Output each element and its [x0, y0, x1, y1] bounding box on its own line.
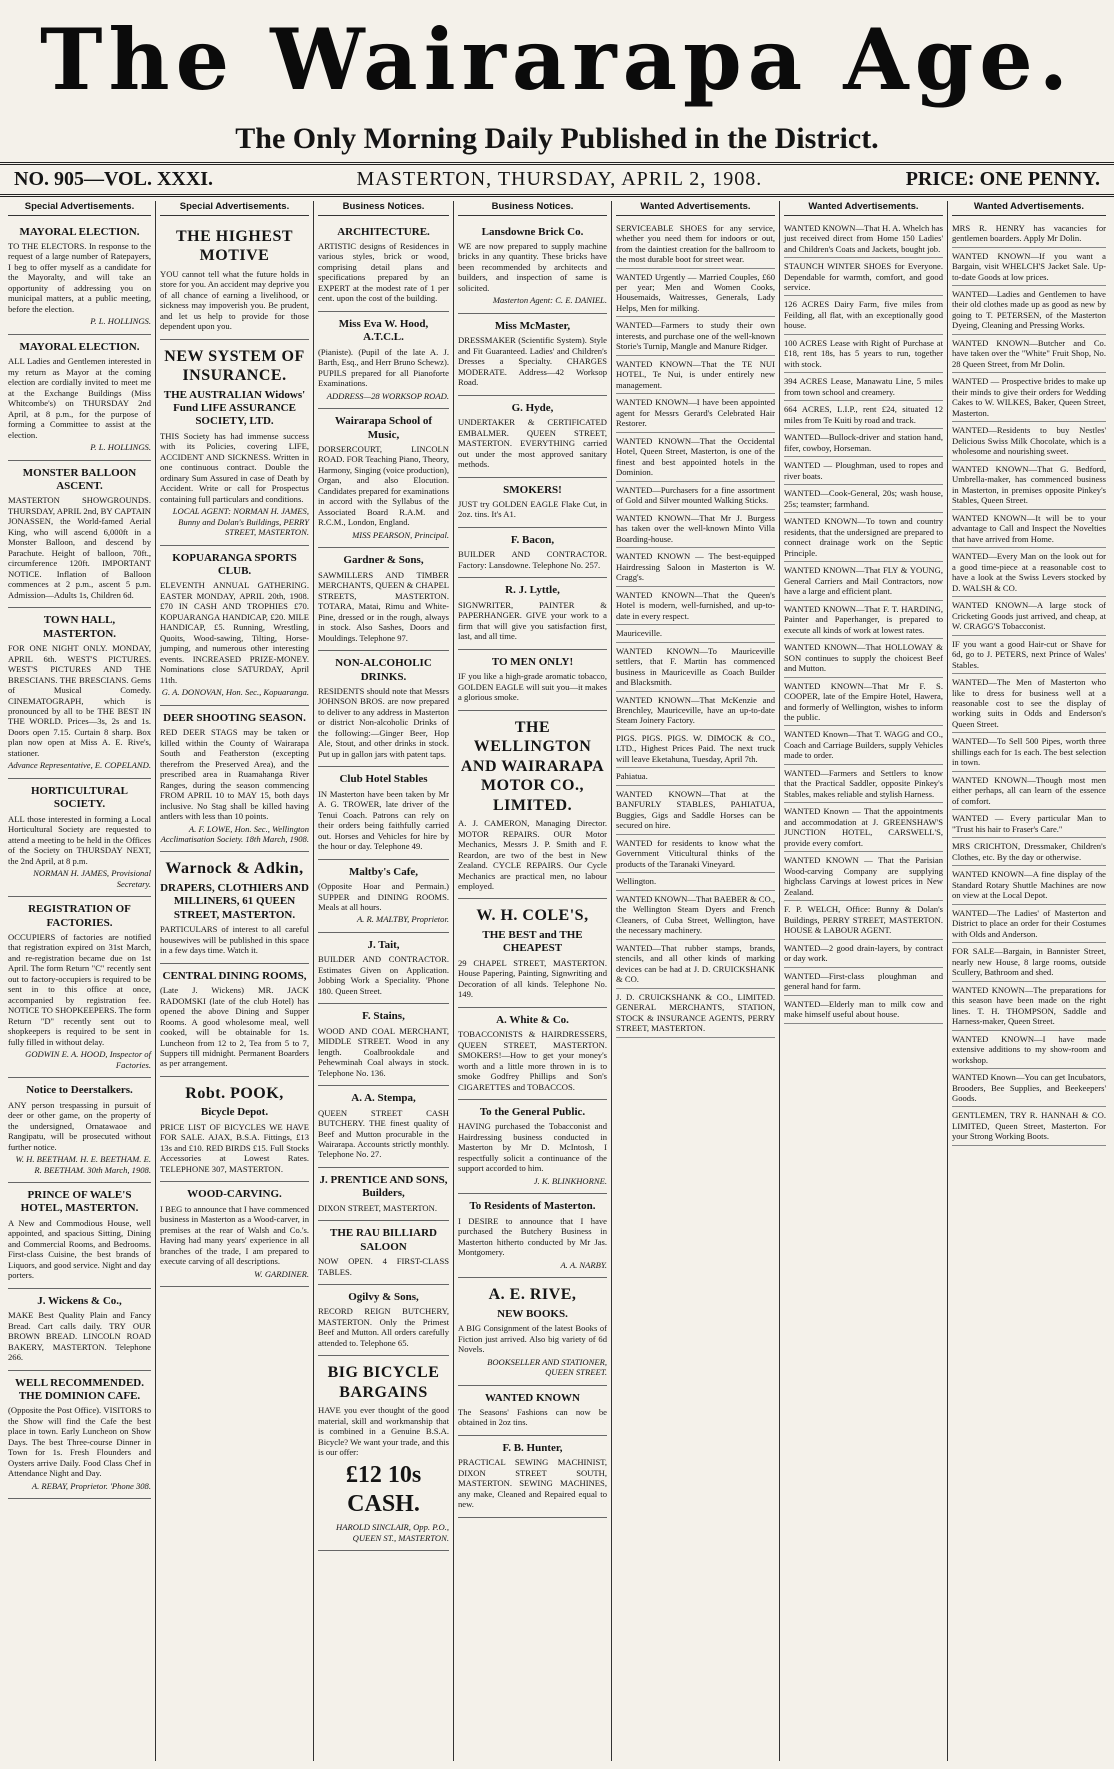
wanted-ad: F. P. WELCH, Office: Bunny & Dolan's Buildings, PERRY STREET, MASTERTON. HOUSE & LABOUR AGENT. [784, 901, 943, 939]
ad-signature: J. K. BLINKHORNE. [533, 1175, 607, 1186]
advertisement [8, 608, 151, 779]
advertisement [8, 779, 151, 897]
wanted-ad: WANTED—Elderly man to milk cow and make himself useful about house. [784, 996, 943, 1024]
advertisement [318, 767, 449, 859]
advertisement [318, 860, 449, 933]
masthead-title: The Wairarapa Age. [39, 10, 1074, 109]
ad-body: ANY person trespassing in pursuit of deer or other game, on the property of the undersigned, Ornatawaoe and Rangipatu, will be prosecuted without further notice. [8, 1099, 151, 1152]
column-header: Special Advertisements. [160, 201, 309, 216]
ad-body: ALL those interested in forming a Local Horticultural Society are requested to attend a meeting to be held in the Offices of the Society on THURSDAY NEXT, the 2nd April, at 8 p.m. [8, 813, 151, 866]
ad-title: To the General Public. [479, 1106, 586, 1119]
ad-body: WE are now prepared to supply machine bricks in any quantity. These bricks have been recommended by architects and builders, and inspection of same is solicited. [458, 240, 607, 293]
wanted-ad: WANTED—To Sell 500 Pipes, worth three shillings each for 1s each. The best selection in town. [952, 733, 1106, 771]
column-4 [454, 201, 612, 1761]
ad-body: (Opposite Hoar and Permain.) SUPPER and DINING ROOMS. Meals at all hours. [318, 881, 449, 912]
wanted-ad: 394 ACRES Lease, Manawatu Line, 5 miles from town school and creamery. [784, 373, 943, 401]
ad-title: TO MEN ONLY! [491, 655, 574, 668]
ad-signature: G. A. DONOVAN, Hon. Sec., Kopuaranga. [161, 687, 309, 698]
wanted-ad: IF you want a good Hair-cut or Shave for 6d, go to J. PETERS, next Prince of Wales' Stables. [952, 636, 1106, 674]
ad-title: R. J. Lyttle, [505, 584, 560, 597]
advertisement [8, 1289, 151, 1371]
ad-price: £12 10s CASH. [345, 1461, 422, 1518]
wanted-ad: WANTED KNOWN—I have been appointed agent for Messrs Gerard's Celebrated Hair Restorer. [616, 394, 775, 432]
ad-title: A. A. Stempa, [351, 1092, 416, 1105]
ad-body: (Pianiste). (Pupil of the late A. J. Barth, Esq., and Herr Bruno Schewz). PUPILS prepared for all Pianoforte Examinations. [318, 346, 449, 389]
advertisement [160, 1077, 309, 1182]
advertisement [318, 933, 449, 1004]
ad-title: WOOD-CARVING. [187, 1188, 282, 1201]
ad-body: MASTERTON SHOWGROUNDS. THURSDAY, APRIL 2nd, BY CAPTAIN JONASSEN, the World-famed Aerial King, who will ascend 6,000ft in a Monster Balloon, and descend by Parachute. Height of balloon, 70ft., circumference 120ft. IMPORTANT NOTICE. Inflation of Balloon commences at 2 p.m., ascent 5 p.m. Admission—Adults 1s, Children 6d. [8, 495, 151, 600]
wanted-ad: WANTED KNOWN—That FLY & YOUNG, General Carriers and Mail Contractors, now have a large and efficient plant. [784, 562, 943, 600]
ad-body: 29 CHAPEL STREET, MASTERTON. House Papering, Painting, Signwriting and Decoration of all kinds. Telephone No. 149. [458, 957, 607, 1000]
ad-signature: MISS PEARSON, Principal. [352, 529, 449, 540]
ad-headline: BIG BICYCLE BARGAINS [327, 1364, 440, 1401]
ad-title: PRINCE OF WALE'S HOTEL, MASTERTON. [20, 1189, 139, 1215]
ad-signature: A. R. MALTBY, Proprietor. [356, 914, 449, 925]
ad-body: IN Masterton have been taken by Mr A. G. TROWER, late driver of the Tenui Coach. Patrons can rely on their orders being faithfully carried out. Horses and Vehicles for hire by the hour or day. Telephone 49. [318, 788, 449, 852]
ad-title: Gardner & Sons, [343, 554, 424, 567]
column-3 [314, 201, 454, 1761]
ad-body: I BEG to announce that I have commenced business in Masterton as a Wood-carver, in premises at the rear of Walsh and Co.'s. Having had many years' experience in all branches of the trade, I am prepared to execute carving of all descriptions. [160, 1203, 309, 1267]
ad-title: DEER SHOOTING SEASON. [163, 711, 306, 724]
ad-body: OCCUPIERS of factories are notified that registration expired on 31st March, and re-registration became due on 1st April. The form Return "C" recently sent out to factory-occupiers is required to be sent in to this office at once, accompanied by registration fee. NOTICE TO SHOPKEEPERS. The form Return "D" recently sent out to shopkeepers is required to be sent in fully filled in without delay. [8, 931, 151, 1047]
ad-body: RESIDENTS should note that Messrs JOHNSON BROS. are now prepared to deliver to any address in Masterton or district Non-alcoholic Drinks of the following:—Ginger Beer, Hop Ale, Stout, and other drinks in stock. Put up in gallon jars with patent taps. [318, 685, 449, 759]
advertisement [8, 897, 151, 1078]
advertisement [160, 852, 309, 963]
ad-title: TOWN HALL, MASTERTON. [42, 614, 117, 640]
ad-title: G. Hyde, [511, 401, 554, 414]
advertisement [458, 1386, 607, 1436]
ad-signature: A. F. LOWE, Hon. Sec., Wellington Acclimatisation Society. 18th March, 1908. [160, 823, 309, 844]
ad-body: DIXON STREET, MASTERTON. [318, 1202, 437, 1213]
ad-title: WANTED KNOWN [484, 1391, 581, 1404]
wanted-ad: WANTED KNOWN—That G. Bedford, Umbrella-maker, has commenced business in Masterton, in premises opposite Pinkey's Stables, Queen Street. [952, 461, 1106, 510]
ad-body: THIS Society has had immense success with its Policies, covering LIFE, ACCIDENT AND SICKNESS. Written in one continuous contract. Double the ordinary Sum Assured in case of Death by Accident. Write or call for Prospectus containing full particulars and conditions. [160, 430, 309, 504]
masthead [0, 0, 1114, 120]
advertisement [8, 1078, 151, 1183]
ad-title: MAYORAL ELECTION. [19, 225, 140, 238]
advertisement [8, 220, 151, 335]
ad-body: RECORD REIGN BUTCHERY, MASTERTON. Only the Primest Beef and Mutton. All orders carefully attended to. Telephone 65. [318, 1306, 449, 1348]
ad-title: KOPUARANGA SPORTS CLUB. [172, 551, 297, 578]
issue-number: NO. 905—VOL. XXXI. [14, 168, 214, 190]
wanted-ad: WANTED KNOWN—That Mr F. S. COOPER, late of the Empire Hotel, Hawera, and formerly of Wellington, wishes to inform the public. [784, 678, 943, 727]
ad-title: DRAPERS, CLOTHIERS AND MILLINERS, 61 QUEEN STREET, MASTERTON. [160, 882, 309, 921]
ad-title: NON-ALCOHOLIC DRINKS. [335, 657, 432, 683]
wanted-ad: WANTED—Farmers to study their own interests, and purchase one of the well-known Storie's Turnip, Mangle and Manure Ridger. [616, 317, 775, 355]
advertisement [458, 528, 607, 578]
advertisement [318, 1285, 449, 1356]
ad-headline: THE WELLINGTON AND WAIRARAPA MOTOR CO., LIMITED. [460, 718, 605, 814]
dateline: MASTERTON, THURSDAY, APRIL 2, 1908. [356, 168, 763, 190]
ad-body: JUST try GOLDEN EAGLE Flake Cut, in 2oz. tins. It's A1. [458, 498, 607, 520]
advertisement [458, 1278, 607, 1385]
wanted-ad: Mauriceville. [616, 625, 775, 642]
wanted-ad: WANTED KNOWN—That at the BANFURLY STABLES, PAHIATUA, Buggies, Gigs and Saddle Horses can be secured on hire. [616, 786, 775, 835]
advertisement [160, 964, 309, 1077]
ad-body: IF you like a high-grade aromatic tobacco, GOLDEN EAGLE will suit you—it makes a glorious smoke. [458, 671, 607, 703]
ad-body: A New and Commodious House, well appointed, and spacious Sitting, Dining and Commercial Rooms, and Bedrooms. First-class Cuisine, the best brands of Liquors, and good service. Night and day porters. [8, 1217, 151, 1281]
ad-title: To Residents of Masterton. [469, 1200, 596, 1213]
ad-title: THE AUSTRALIAN Widows' Fund LIFE ASSURANCE SOCIETY, LTD. [163, 388, 306, 428]
ad-body: DRESSMAKER (Scientific System). Style and Fit Guaranteed. Ladies' and Children's Dresses a Specialty. CHARGES MODERATE. Address—42 Worksop Road. [458, 335, 607, 388]
ad-signature: Masterton Agent: C. E. DANIEL. [492, 295, 607, 306]
ad-body: ALL Ladies and Gentlemen interested in my return as Mayor at the coming election are cordially invited to meet me at the Exchange Buildings (Miss Whitcombe's) on THURSDAY 2nd April, at 8 p.m., for the purpose of forming a Committee to assist at the election. [8, 356, 151, 440]
advertisement [458, 899, 607, 1007]
advertisement [458, 711, 607, 900]
ad-title: MAYORAL ELECTION. [19, 340, 140, 353]
wanted-ad: 126 ACRES Dairy Farm, five miles from Feilding, all flat, with an exceptionally good house. [784, 296, 943, 334]
ad-body: PRICE LIST OF BICYCLES WE HAVE FOR SALE. AJAX, B.S.A. Fittings, £13 13s and £10. RED BIRDS £15. Full Stocks Accessories at Lowest Rates. TELEPHONE 307, MASTERTON. [160, 1121, 309, 1174]
wanted-ad: WANTED KNOWN—To town and country residents, that the undersigned are prepared to connect drainage work on the Septic Principle. [784, 513, 943, 562]
ad-title: REGISTRATION OF FACTORIES. [28, 903, 131, 929]
ad-body: PRACTICAL SEWING MACHINIST, DIXON STREET SOUTH, MASTERTON. SEWING MACHINES, any make, Cleaned and Repaired equal to new. [458, 1457, 607, 1510]
wanted-ad: WANTED KNOWN—That the Occidental Hotel, Queen Street, Masterton, is one of the finest and best appointed hotels in the Dominion. [616, 433, 775, 482]
wanted-ad: WANTED for residents to know what the Government Viticultural thinks of the products of the Taranaki Vineyard. [616, 835, 775, 873]
advertisement [318, 1221, 449, 1285]
ad-body: TOBACCONISTS & HAIRDRESSERS, QUEEN STREET, MASTERTON. SMOKERS!—How to get your money's worth and a little more thrown in is to smoke Godfrey Phillips and Son's CIGARETTES and TOBACCOS. [458, 1029, 607, 1092]
wanted-ad: WANTED—Farmers and Settlers to know that the Practical Saddler, opposite Pinkey's Stables, makes reliable and stylish Harness. [784, 765, 943, 803]
wanted-ad: WANTED Known—You can get Incubators, Brooders, Bee Supplies, and Beekeepers' Goods. [952, 1069, 1106, 1107]
ad-title: Wairarapa School of Music, [334, 415, 433, 441]
ad-title: A. White & Co. [496, 1013, 569, 1026]
ad-title: Miss Eva W. Hood, A.T.C.L. [338, 317, 429, 344]
ad-signature: W. H. BEETHAM. H. E. BEETHAM. E. R. BEETHAM. 30th March, 1908. [15, 1154, 151, 1175]
ad-headline: THE HIGHEST MOTIVE [175, 227, 294, 265]
wanted-ad: WANTED—Every Man on the look out for a good time-piece at a reasonable cost to have a look at the Swiss Levers stocked by D. WALSH & CO. [952, 548, 1106, 597]
column-1 [4, 201, 156, 1761]
ad-signature: NORMAN H. JAMES, Provisional Secretary. [33, 868, 151, 889]
advertisement [160, 546, 309, 706]
advertisement [458, 1100, 607, 1194]
column-header: Wanted Advertisements. [784, 201, 943, 216]
wanted-ad: WANTED KNOWN—I have made extensive additions to my show-room and workshop. [952, 1031, 1106, 1069]
ad-body: ELEVENTH ANNUAL GATHERING. EASTER MONDAY, APRIL 20th, 1908. £70 IN CASH AND TROPHIES £70. KOPUARANGA HANDICAP, £20. MILE HANDICAP, £5. Running, Wrestling, Quoits, Wood-sawing, Tilting, Horse-jumping, and numerous other interesting events. INCREASED PRIZE-MONEY. Nominations close SATURDAY, April 11th. [160, 580, 309, 685]
ad-title: F. Stains, [362, 1010, 405, 1023]
wanted-ad: WANTED KNOWN—That H. A. Whelch has just received direct from Home 150 Ladies' and Children's Coats and Jackets, bought job. [784, 220, 943, 258]
ad-title: CENTRAL DINING ROOMS, [162, 969, 307, 982]
ad-title: NEW BOOKS. [497, 1307, 568, 1320]
advertisement [8, 335, 151, 461]
wanted-ad: Pahiatua. [616, 768, 775, 785]
advertisement [318, 1168, 449, 1221]
advertisement [318, 1004, 449, 1086]
wanted-ad: WANTED KNOWN—That F. T. HARDING, Painter and Paperhanger, is prepared to execute all kinds of work at lowest rates. [784, 601, 943, 639]
column-header: Business Notices. [458, 201, 607, 216]
advertisement [458, 314, 607, 396]
ad-signature: LOCAL AGENT: NORMAN H. JAMES, Bunny and Dolan's Buildings, PERRY STREET, MASTERTON. [172, 506, 309, 538]
wanted-ad: WANTED KNOWN—That McKenzie and Brenchley, Mauriceville, have an up-to-date Steam Joinery Factory. [616, 692, 775, 730]
wanted-ad: WANTED—Ladies and Gentlemen to have their old clothes made up as good as new by going to T. PETERSEN, of the Masterton Dyeing, Cleaning and Pressing Works. [952, 286, 1106, 335]
ad-title: Maltby's Cafe, [348, 865, 419, 878]
wanted-ad: WANTED KNOWN—It will be to your advantage to Call and Inspect the Novelties that have arrived from Home. [952, 510, 1106, 548]
wanted-ad: WANTED KNOWN — That the Parisian Wood-carving Company are supplying highclass Carvings at lowest prices in New Zealand. [784, 852, 943, 901]
advertisement [458, 1194, 607, 1278]
wanted-ad: WANTED — Ploughman, used to ropes and river boats. [784, 457, 943, 485]
wanted-ad: WANTED—First-class ploughman and general hand for farm. [784, 968, 943, 996]
wanted-ad: WANTED—The Men of Masterton who like to dress for business well at a reasonable cost to see the display of working suits in Odds and Enderson's Queen Street. [952, 674, 1106, 733]
ad-signature: A. REBAY, Proprietor. 'Phone 308. [31, 1480, 151, 1491]
wanted-ad: WANTED KNOWN—A large stock of Cricketing Goods just arrived, and cheap, at W. CRAGG'S Tobacconist. [952, 597, 1106, 635]
advertisement [160, 220, 309, 340]
wanted-ad: GENTLEMEN, TRY R. HANNAH & CO. LIMITED, Queen Street, Masterton. For your Strong Working Boots. [952, 1107, 1106, 1145]
wanted-ad: STAUNCH WINTER SHOES for Everyone. Dependable for warmth, comfort, and good service. [784, 258, 943, 296]
ad-body: YOU cannot tell what the future holds in store for you. An accident may deprive you of all chance of earning a livelihood, or sickness may impoverish you. Be prudent, and let us help to provide for those dependent upon you. [160, 268, 309, 332]
column-7 [948, 201, 1110, 1761]
wanted-ad: WANTED KNOWN — The best-equipped Hairdressing Saloon in Masterton is W. Cragg's. [616, 548, 775, 586]
ad-title: ARCHITECTURE. [337, 225, 430, 238]
wanted-ad: WANTED—Purchasers for a fine assortment of Gold and Silver mounted Walking Sticks. [616, 482, 775, 510]
ad-title: Ogilvy & Sons, [348, 1291, 419, 1304]
wanted-ad: WANTED KNOWN—Though most men either perhaps, all can learn of the essence of comfort. [952, 772, 1106, 810]
advertisement [318, 548, 449, 651]
ad-signature: W. GARDINER. [254, 1268, 309, 1279]
wanted-ad: Wellington. [616, 873, 775, 890]
ad-body: FOR ONE NIGHT ONLY. MONDAY, APRIL 6th. WEST'S PICTURES. WEST'S PICTURES AND THE BRESCIANS. THE BRESCIANS. Gems of Musical Comedy. CINEMATOGRAPH, which is pronounced by all to be THE BEST IN THE WORLD. Prices—3s, 2s and 1s. Doors open 7.15. Curtain 8 sharp. Box plan now open at Miss A. E. Rive's, stationer. [8, 643, 151, 758]
wanted-ad: 100 ACRES Lease with Right of Purchase at £18, rent 18s, has 5 years to run, together with stock. [784, 335, 943, 373]
advertisement [458, 578, 607, 649]
ad-title: Miss McMaster, [494, 319, 571, 332]
wanted-ad: PIGS. PIGS. PIGS. W. DIMOCK & CO., LTD., Highest Prices Paid. The next truck will leave Eketahuna, Tuesday, April 7th. [616, 730, 775, 768]
wanted-ad: WANTED — Prospective brides to make up their minds to give their orders for Wedding Cakes to W. WILKES, Baker, Queen Street, Masterton. [952, 373, 1106, 422]
ad-title: Notice to Deerstalkers. [26, 1084, 133, 1097]
column-header: Special Advertisements. [8, 201, 151, 216]
ad-signature: GODWIN E. A. HOOD, Inspector of Factories. [25, 1049, 151, 1070]
ad-signature: BOOKSELLER AND STATIONER, QUEEN STREET. [487, 1356, 607, 1378]
ad-headline: W. H. COLE'S, [476, 907, 589, 925]
wanted-ad: WANTED Urgently — Married Couples, £60 per year; Men and Women Cooks, Housemaids, Waitresses, Generals, Lady Helps, Men for milking. [616, 269, 775, 318]
ad-title: J. PRENTICE AND SONS, Builders, [319, 1173, 448, 1200]
ad-title: SMOKERS! [503, 483, 562, 496]
ad-body: DORSERCOURT, LINCOLN ROAD. FOR Teaching Piano, Theory, Harmony, Singing (voice production), Organ, and also Elocution. Candidates prepared for examinations in accord with the Syllabus of the Associated Board R.A.M. and R.C.M., London, England. [318, 443, 449, 528]
ad-signature: ADDRESS—28 WORKSOP ROAD. [326, 390, 449, 401]
wanted-ad: WANTED — Every particular Man to "Trust his hair to Fraser's Care." [952, 810, 1106, 838]
ad-title: Bicycle Depot. [200, 1106, 269, 1119]
column-header: Wanted Advertisements. [952, 201, 1106, 216]
ad-title: J. Wickens & Co., [37, 1294, 122, 1307]
advertisement [458, 396, 607, 478]
ad-title: WELL RECOMMENDED. THE DOMINION CAFE. [15, 1376, 144, 1402]
ad-body: NOW OPEN. 4 FIRST-CLASS TABLES. [318, 1256, 449, 1277]
ad-body: PARTICULARS of interest to all careful housewives will be published in this space in a few days time. Watch it. [160, 924, 309, 956]
ad-body: SIGNWRITER, PAINTER & PAPERHANGER. GIVE your work to a firm that will give you satisfaction first, last, and all time. [458, 599, 607, 642]
advertisement [8, 1183, 151, 1289]
ad-title: Club Hotel Stables [339, 773, 428, 786]
ad-body: MAKE Best Quality Plain and Fancy Bread. Cart calls daily. TRY OUR BROWN BREAD. LINCOLN ROAD BAKERY, MASTERTON. Telephone 266. [8, 1310, 151, 1363]
ad-body: I DESIRE to announce that I have purchased the Butchery Business in Masterton hitherto conducted by Mr Jas. Montgomery. [458, 1215, 607, 1258]
ad-body: QUEEN STREET CASH BUTCHERY. THE finest quality of Beef and Mutton procurable in the Wairarapa. Accounts strictly monthly. Telephone No. 27. [318, 1107, 449, 1160]
wanted-ad: WANTED KNOWN—That BAEBER & CO., the Wellington Steam Dyers and French Cleaners, of Cuba Street, Wellington, have the necessary machinery. [616, 891, 775, 940]
advertisement [318, 1086, 449, 1168]
advertisement [458, 650, 607, 711]
wanted-ad: WANTED KNOWN—If you want a Bargain, visit WHELCH'S Jacket Sale. Up-to-date Goods at low prices. [952, 248, 1106, 286]
ad-body: The Seasons' Fashions can now be obtained in 2oz tins. [458, 1406, 607, 1428]
dateline-bar [0, 162, 1114, 197]
ad-body: SAWMILLERS AND TIMBER MERCHANTS, QUEEN & CHAPEL STREETS, MASTERTON. TOTARA, Matai, Rimu and White-Pine, dressed or in the rough, always in stock. Also Sashes, Doors and Mouldings. Telephone 97. [318, 569, 449, 643]
wanted-ad: WANTED KNOWN—A fine display of the Standard Rotary Shuttle Machines are now on view at the Local Depot. [952, 866, 1106, 904]
ad-body: RED DEER STAGS may be taken or killed within the County of Wairarapa South and Featherston (excepting therefrom the Preserved Area), and the prescribed area in Ruamahanga River Ranges, during the season commencing FROM APRIL 10 to MAY 15, both days inclusive. No Stag shall be killed having antlers with less than 10 points. [160, 727, 309, 822]
ad-body: WOOD AND COAL MERCHANT, MIDDLE STREET. Wood in any length. Coalbrookdale and Pehewminah Coal always in stock. Telephone No. 136. [318, 1025, 449, 1078]
wanted-ad: WANTED Known — That the appointments and accommodation at J. GREENSHAW'S JUNCTION HOTEL, CARSWELL'S, provide every comfort. [784, 803, 943, 852]
wanted-ad: WANTED—Residents to buy Nestles' Delicious Swiss Milk Chocolate, which is a wholesome and nourishing sweet. [952, 422, 1106, 460]
advertisement [318, 651, 449, 767]
column-6 [780, 201, 948, 1761]
ad-title: J. Tait, [367, 938, 400, 951]
ad-headline: Warnock & Adkin, [165, 860, 304, 878]
ad-headline: NEW SYSTEM OF INSURANCE. [164, 347, 305, 385]
ad-signature: P. L. HOLLINGS. [90, 316, 151, 327]
masthead-tagline: The Only Morning Daily Published in the District. [235, 122, 879, 155]
ad-body: BUILDER AND CONTRACTOR. Estimates Given on Application. Jobbing Work a Speciality. 'Phone 180. Queen Street. [318, 954, 449, 996]
advertisement [8, 1371, 151, 1500]
advertisement [318, 312, 449, 409]
ad-title: F. Bacon, [510, 533, 555, 546]
ad-body: (Opposite the Post Office). VISITORS to the Show will find the Cafe the best place in town. Early Luncheon on Show Days. The best Three-course Dinner in Town for 1s. Fresh Flounders and Oysters arrive Daily. Food Class Chef in Attendance Night and Day. [8, 1405, 151, 1479]
wanted-ad: MRS R. HENRY has vacancies for gentlemen boarders. Apply Mr Dolin. [952, 220, 1106, 248]
wanted-ad: FOR SALE—Bargain, in Bannister Street, nearly new House, 8 large rooms, outside Scullery, Bathroom and shed. [952, 943, 1106, 981]
advertisement [160, 340, 309, 546]
ad-headline: Robt. POOK, [185, 1084, 284, 1102]
ad-signature: P. L. HOLLINGS. [90, 442, 151, 453]
ad-body: BUILDER AND CONTRACTOR. Factory: Lansdowne. Telephone No. 257. [458, 549, 607, 570]
advertisement [318, 1356, 449, 1551]
ad-body: TO THE ELECTORS. In response to the request of a large number of Ratepayers, I beg to offer myself as a candidate for the Mayoralty, and will take an opportunity of addressing you on municipal matters, at a public meeting, before the election. [8, 240, 151, 314]
wanted-ad: WANTED Known—That T. WAGG and CO., Coach and Carriage Builders, supply Vehicles made to order. [784, 726, 943, 764]
ad-body: (Late J. Wickens) MR. JACK RADOMSKI (late of the club Hotel) has opened the above Dining and Supper Rooms. A good wholesome meal, well cooked, will be obtainable for 1s. Luncheon from 12 to 2, Tea from 5 to 7, Suppers till midnight. Permanent Boarders as per arrangement. [160, 985, 309, 1069]
columns-area [0, 197, 1114, 1761]
ad-body: HAVE you ever thought of the good material, skill and workmanship that is combined in a Genuine B.S.A. Bicycle? We want your trade, and this is our offer: [318, 1405, 449, 1458]
advertisement [458, 1436, 607, 1518]
ad-title: HORTICULTURAL SOCIETY. [30, 784, 128, 811]
advertisement [458, 1008, 607, 1100]
wanted-ad: WANTED—Cook-General, 20s; wash house, 25s; teamster; farmhand. [784, 485, 943, 513]
ad-body: A BIG Consignment of the latest Books of Fiction just arrived. Also big variety of 6d Novels. [458, 1323, 607, 1355]
advertisement [8, 461, 151, 609]
wanted-ad: WANTED KNOWN—That Mr J. Burgess has taken over the well-known Minto Villa Boarding-house. [616, 510, 775, 548]
advertisement [458, 478, 607, 528]
wanted-ad: WANTED—Bullock-driver and station hand, fifer, cowboy, Horseman. [784, 429, 943, 457]
ad-signature: A. A. NARBY. [560, 1259, 607, 1270]
ad-title: Lansdowne Brick Co. [481, 225, 584, 238]
ad-title: MONSTER BALLOON ASCENT. [22, 466, 137, 493]
ad-signature: HAROLD SINCLAIR, Opp. P.O., QUEEN ST., MASTERTON. [336, 1522, 449, 1543]
wanted-ad: WANTED KNOWN—That HOLLOWAY & SON continues to supply the choicest Beef and Mutton. [784, 639, 943, 677]
wanted-ad: WANTED—The Ladies' of Masterton and District to place an order for their Costumes with Olds and Anderson. [952, 905, 1106, 943]
column-header: Wanted Advertisements. [616, 201, 775, 216]
wanted-ad: WANTED KNOWN—To Mauriceville settlers, that F. Martin has commenced business in Mauriceville as Coach Builder and Blacksmith. [616, 643, 775, 692]
wanted-ad: WANTED KNOWN—Butcher and Co. have taken over the "White" Fruit Shop, No. 28 Queen Street, from Mr Dolin. [952, 335, 1106, 373]
column-2 [156, 201, 314, 1761]
advertisement [160, 1182, 309, 1287]
ad-body: A. J. CAMERON, Managing Director. MOTOR REPAIRS. OUR Motor Mechanics, Messrs J. P. Smith and F. Reardon, are two of the best in New Zealand. CYCLE REPAIRS. Our Cycle Mechanics are practical men, no labour employed. [458, 818, 607, 891]
ad-title: THE BEST and THE CHEAPEST [482, 928, 583, 955]
price: PRICE: ONE PENNY. [905, 168, 1100, 190]
wanted-ad: J. D. CRUICKSHANK & CO., LIMITED. GENERAL MERCHANTS, STATION, STOCK & INSURANCE AGENTS, PERRY STREET, MASTERTON. [616, 989, 775, 1038]
ad-title: F. B. Hunter, [502, 1441, 563, 1454]
wanted-ad: WANTED—That rubber stamps, brands, stencils, and all other kinds of marking devices can be had at J. D. CRUICKSHANK & CO. [616, 940, 775, 989]
advertisement [318, 409, 449, 548]
wanted-ad: 664 ACRES, L.I.P., rent £24, situated 12 miles from Te Kuiti by road and track. [784, 401, 943, 429]
wanted-ad: WANTED—2 good drain-layers, by contract or day work. [784, 940, 943, 968]
wanted-ad: WANTED KNOWN—That the Queen's Hotel is modern, well-furnished, and up-to-date in every respect. [616, 587, 775, 625]
column-5 [612, 201, 780, 1761]
column-header: Business Notices. [318, 201, 449, 216]
wanted-ad: WANTED KNOWN—That the TE NUI HOTEL, Te Nui, is under entirely new management. [616, 356, 775, 394]
ad-body: UNDERTAKER & CERTIFICATED EMBALMER. QUEEN STREET, MASTERTON. EVERYTHING carried out under the most approved sanitary methods. [458, 417, 607, 470]
ad-title: THE RAU BILLIARD SALOON [330, 1227, 437, 1253]
wanted-ad: MRS CRICHTON, Dressmaker, Children's Clothes, etc. By the day or otherwise. [952, 838, 1106, 866]
wanted-ad: SERVICEABLE SHOES for any service, whether you need them for indoors or out, from the daintiest creation for the ballroom to the most durable boot for street wear. [616, 220, 775, 269]
advertisement [160, 706, 309, 853]
wanted-ad: WANTED KNOWN—The preparations for this season have been made on the right lines. T. H. THOMPSON, Saddle and Harness-maker, Queen Street. [952, 982, 1106, 1031]
ad-signature: Advance Representative, E. COPELAND. [8, 760, 151, 771]
ad-body: HAVING purchased the Tobacconist and Hairdressing business conducted in Masterton by Mr D. McIntosh, I respectfully solicit a continuance of the support accorded to him. [458, 1121, 607, 1174]
ad-headline: A. E. RIVE, [488, 1286, 577, 1304]
advertisement [318, 220, 449, 312]
ad-body: ARTISTIC designs of Residences in various styles, brick or wood, comprising detail plans and specifications prepared by an EXPERT at the modest rate of 1 per cent. upon the cost of the building. [318, 240, 449, 304]
advertisement [458, 220, 607, 314]
